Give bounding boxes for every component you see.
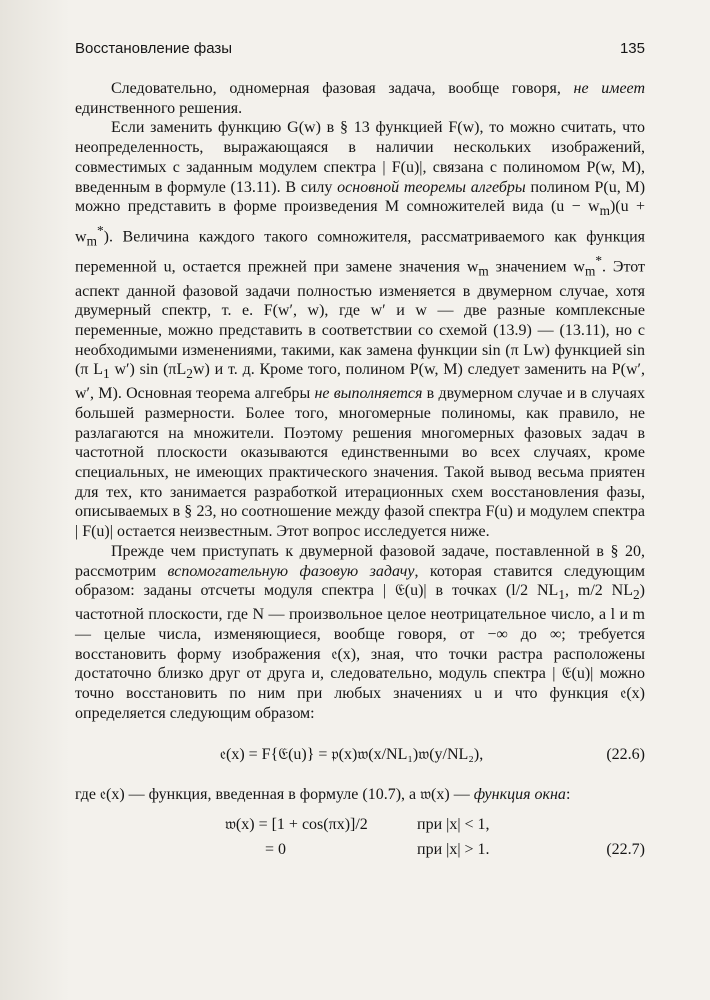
text-run: Прежде чем приступать к двумерной фазовой задаче, поставленной в § 20, рассмотрим	[75, 542, 645, 580]
paragraph-2	[75, 118, 645, 541]
subscript: m	[599, 203, 610, 219]
text-run: где 𝔢(x) — функция, введенная в формуле (10.7), а 𝔴(x) —	[75, 786, 474, 804]
paragraph-1	[75, 79, 645, 118]
text-run: ). Величина каждого такого сомножителя, рассматриваемого как функция переменной u, остается прежней при замене значения w	[75, 228, 645, 276]
subscript: 2	[186, 366, 193, 382]
emphasis: функция окна	[473, 786, 566, 804]
page-gutter	[0, 0, 70, 1000]
text-run: :	[565, 786, 571, 804]
subscript: 1	[558, 587, 565, 603]
text-run: единственного решения.	[75, 99, 243, 117]
paragraph-3	[75, 542, 645, 724]
equation-number: (22.7)	[606, 841, 645, 859]
superscript: *	[96, 223, 104, 239]
chapter-title: Восстановление фазы	[75, 40, 233, 57]
text-run: Следовательно, одномерная фазовая задача, вообще говоря,	[111, 80, 574, 97]
text-run: , m/2 NL	[565, 582, 633, 600]
subscript: m	[584, 263, 596, 279]
text-run: в двумерном случае и в случаях большей размерности. Более того, многомерные полиномы, как правило, не разлагаются на множители. Поэтому решения многомерных фазовых задач в частотной плоскости оказываются единственными во всех случаях, кроме специальных, не имеющих практического значения. Такой вывод весьма приятен для тех, кто занимается разработкой итерационных схем восстановления фазы, описываемых в § 23, но соотношение между фазой спектра F(u) и модулем спектра | F(u)| остается неизвестным. Этот вопрос исследуется ниже.	[75, 385, 645, 541]
emphasis: основной теоремы алгебры	[337, 178, 526, 196]
superscript: *	[595, 253, 602, 269]
text-run: )(u + w	[75, 198, 645, 246]
equation-number: (22.6)	[606, 746, 645, 764]
text-run: значением w	[488, 258, 585, 276]
body-text	[75, 79, 645, 863]
equation-line-2: = 0	[265, 841, 287, 859]
text-run: полином P(u, M) можно представить в форме произведения M сомножителей вида (u − w	[75, 178, 646, 216]
equation-line-1: 𝔴(x) = [1 + cos(πx)]/2	[225, 816, 368, 834]
equation-condition-1: при |x| < 1,	[417, 816, 490, 834]
page-number: 135	[619, 40, 645, 57]
text-run: . Этот аспект данной фазовой задачи полностью изменяется в двумерном случае, хотя двумерный спектр, т. е. F(w′, w), где w′ и w — две разные комплексные переменные, можно представить в соответствии со схемой (13.9) — (13.11), но с необходимыми изменениями, такими, как замена функции sin (π Lw) функцией sin (π L	[75, 258, 645, 379]
emphasis: не имеет	[573, 80, 645, 97]
subscript: m	[478, 263, 489, 279]
equation-expression: 𝔢(x) = F{𝔈(u)} = 𝔭(x)𝔴(x/NL₁)𝔴(y/NL₂),	[220, 746, 484, 764]
equation-condition-2: при |x| > 1.	[417, 841, 490, 859]
equation-22-6	[75, 745, 645, 766]
equation-22-7	[75, 815, 645, 863]
paragraph-4	[75, 785, 645, 805]
emphasis: вспомогательную фазовую задачу	[167, 562, 415, 580]
subscript: 1	[102, 366, 110, 382]
subscript: m	[86, 233, 97, 249]
emphasis: не выполняется	[314, 385, 423, 403]
text-run: w) и т. д. Кроме того, полином P(w, M) следует заменить на P(w′, w′, M). Основная теорема алгебры	[75, 361, 646, 403]
text-run: Если заменить функцию G(w) в § 13 функцией F(w), то можно считать, что неопределенность, выражающаяся в наличии нескольких изображений, совместимых с заданным модулем спектра | F(u)|, связана с полиномом P(w, M), введенным в формуле (13.11). В силу	[75, 119, 645, 196]
subscript: 2	[633, 587, 640, 603]
text-run: w′) sin (πL	[109, 361, 187, 379]
text-run: ) частотной плоскости, где N — произвольное целое неотрицательное число, а l и m — целые числа, изменяющиеся, вообще говоря, от −∞ до ∞; требуется восстановить форму изображения 𝔢(x), зная, что точки растра расположены достаточно близко друг от друга и, следовательно, модуль спектра | 𝔈(u)| можно точно восстановить по ним при любых значениях u и что функция 𝔢(x) определяется следующим образом:	[75, 582, 645, 722]
text-run: , которая ставится следующим образом: заданы отсчеты модуля спектра | 𝔈(u)| в точках (l/2 NL	[75, 562, 645, 600]
